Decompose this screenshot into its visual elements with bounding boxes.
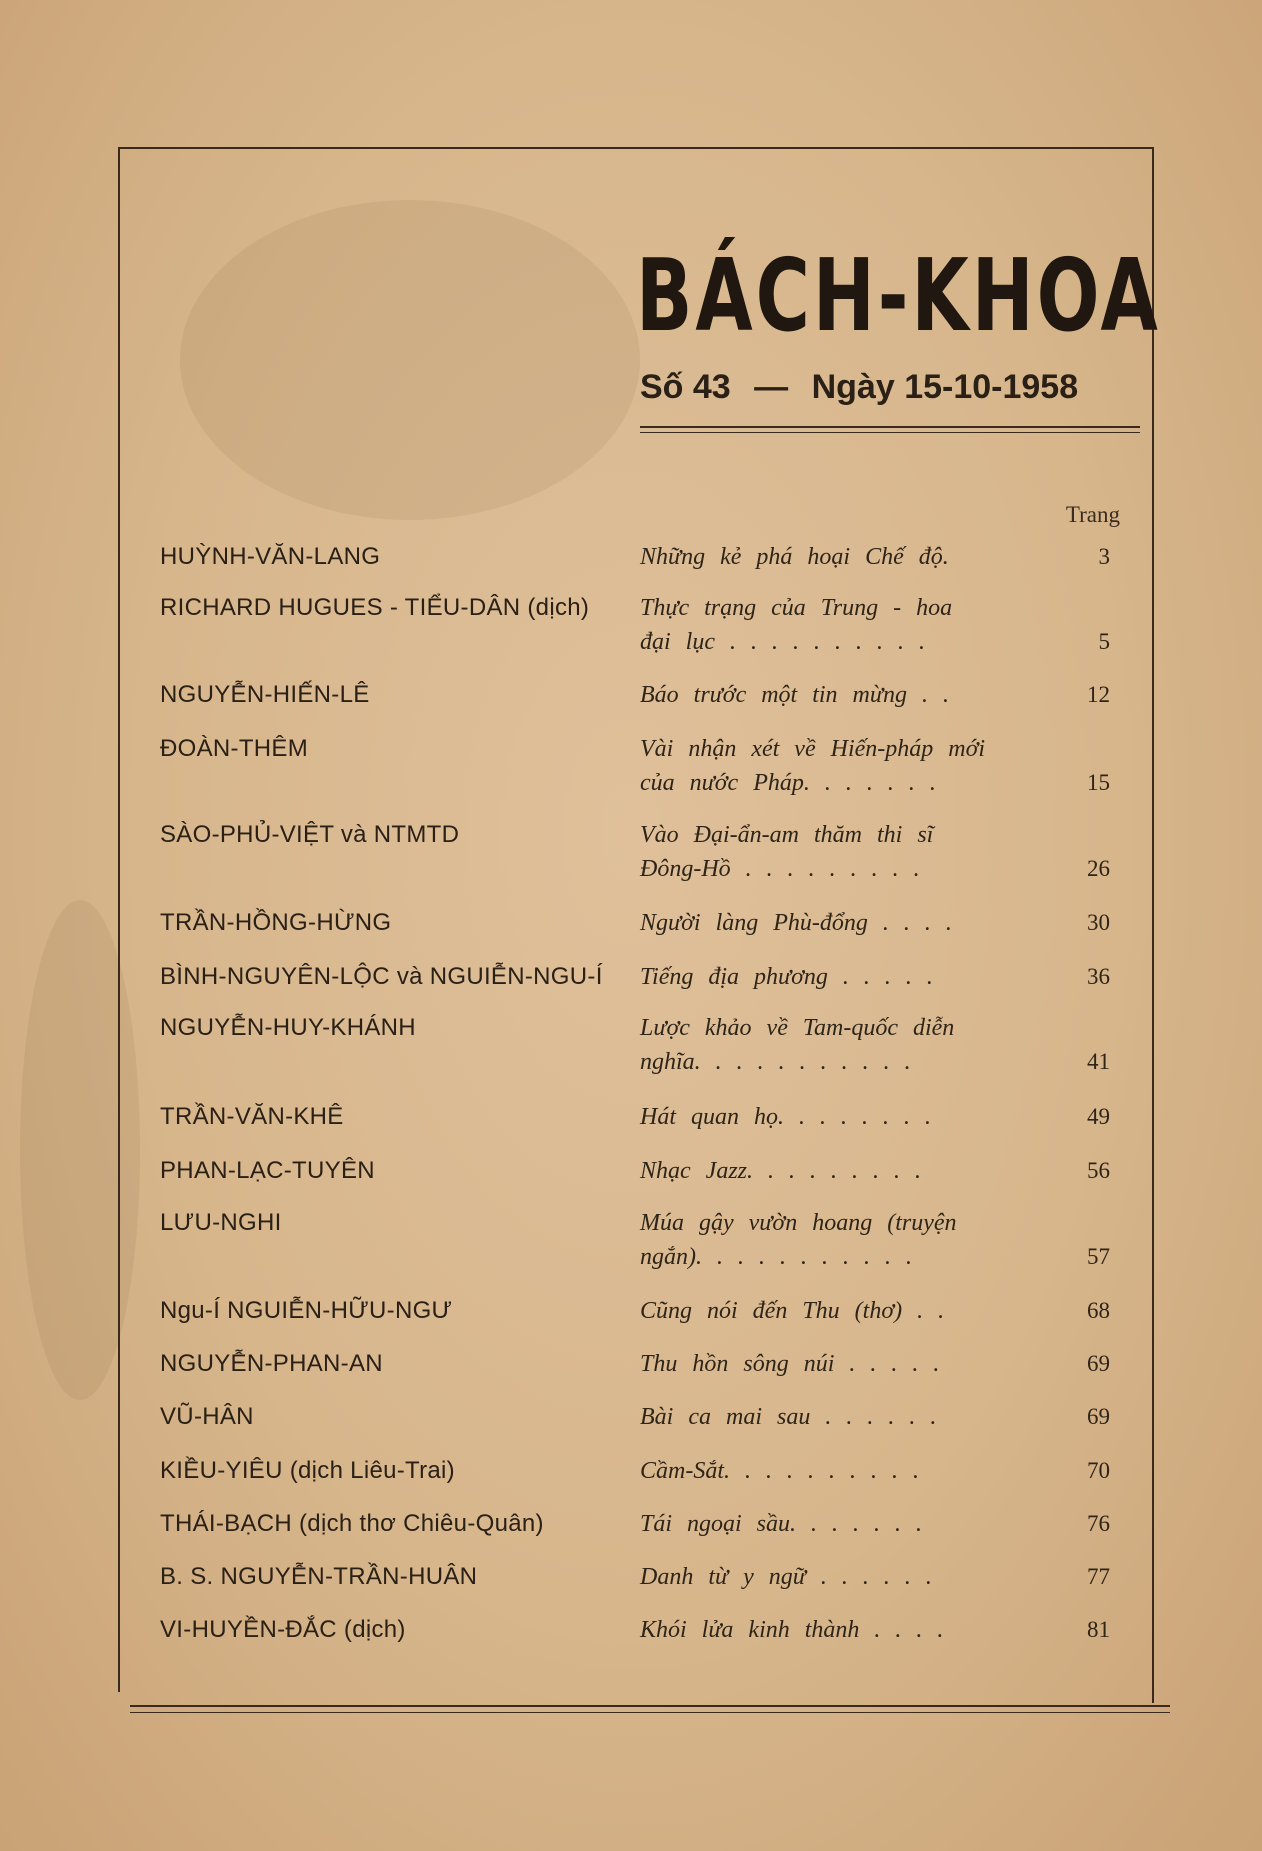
entry-page: 5 (1098, 629, 1110, 654)
masthead-title: BÁCH-KHOA (636, 237, 1161, 354)
entry-page: 56 (1087, 1158, 1110, 1183)
frame-top-rule (118, 147, 1154, 149)
entry-page: 3 (1098, 544, 1110, 569)
entry-title: Cũng nói đến Thu (thơ) . . (640, 1298, 945, 1324)
entry-author: VI-HUYỀN-ĐẮC (dịch) (160, 1616, 406, 1643)
entry-page: 77 (1087, 1564, 1110, 1589)
frame-left-rule (118, 147, 120, 1692)
entry-author: HUỲNH-VĂN-LANG (160, 543, 381, 570)
entry-title: Lược khảo về Tam-quốc diễn nghĩa. . . . . . . . . . . (640, 1015, 955, 1075)
entry-page: 12 (1087, 682, 1110, 707)
masthead-double-rule (640, 426, 1140, 433)
entry-author: PHAN-LẠC-TUYÊN (160, 1157, 375, 1184)
entry-title: Hát quan họ. . . . . . . . (640, 1104, 931, 1130)
frame-right-rule (1152, 147, 1154, 1703)
entry-author: B. S. NGUYỄN-TRẦN-HUÂN (160, 1563, 478, 1590)
entry-title: Thu hồn sông núi . . . . . (640, 1351, 940, 1377)
entry-title: Bài ca mai sau . . . . . . (640, 1404, 937, 1430)
entry-author: SÀO-PHỦ-VIỆT và NTMTD (160, 821, 460, 848)
entry-title: Tái ngoại sầu. . . . . . . (640, 1511, 923, 1537)
entry-author: RICHARD HUGUES - TIỂU-DÂN (dịch) (160, 594, 590, 621)
entry-title: Người làng Phù-đổng . . . . (640, 910, 952, 936)
entry-page: 76 (1087, 1511, 1110, 1536)
entry-page: 30 (1087, 910, 1110, 935)
entry-author: VŨ-HÂN (160, 1403, 254, 1430)
entry-title: Báo trước một tin mừng . . (640, 682, 949, 708)
entry-author: NGUYỄN-PHAN-AN (160, 1350, 383, 1377)
entry-page: 41 (1087, 1049, 1110, 1074)
entry-author: THÁI-BẠCH (dịch thơ Chiêu-Quân) (160, 1510, 544, 1537)
entry-page: 15 (1087, 770, 1110, 795)
entry-author: BÌNH-NGUYÊN-LỘC và NGUIỄN-NGU-Í (160, 963, 603, 990)
entry-title: Múa gậy vườn hoang (truyện ngắn). . . . . . . . . . . (640, 1210, 957, 1270)
page-column-label: Trang (1065, 502, 1120, 527)
entry-author: TRẦN-HỒNG-HỪNG (160, 909, 392, 936)
entry-title: Danh từ y ngữ . . . . . . (640, 1564, 932, 1590)
entry-page: 36 (1087, 964, 1110, 989)
issue-number: Số 43 (640, 368, 731, 406)
entry-page: 70 (1087, 1458, 1110, 1483)
entry-title: Vài nhận xét về Hiến-pháp mới của nước Pháp. . . . . . . (640, 736, 986, 796)
entry-page: 49 (1087, 1104, 1110, 1129)
issue-line (640, 368, 1092, 407)
entry-author: NGUYỄN-HIẾN-LÊ (160, 681, 370, 708)
entry-title: Những kẻ phá hoại Chế độ. (640, 544, 949, 570)
paper-stain (180, 200, 640, 520)
entry-title: Vào Đại-ẩn-am thăm thi sĩ Đông-Hồ . . . . . . . . . (640, 822, 934, 882)
entry-title: Cầm-Sắt. . . . . . . . . . (640, 1458, 919, 1484)
entry-author: KIỀU-YIÊU (dịch Liêu-Trai) (160, 1457, 455, 1484)
entry-page: 69 (1087, 1351, 1110, 1376)
entry-title: Khói lửa kinh thành . . . . (640, 1617, 944, 1643)
entry-author: NGUYỄN-HUY-KHÁNH (160, 1014, 416, 1041)
paper-stain (20, 900, 140, 1400)
entry-page: 69 (1087, 1404, 1110, 1429)
frame-bottom-rule (130, 1705, 1170, 1713)
entry-author: Ngu-Í NGUIỄN-HỮU-NGƯ (160, 1297, 453, 1324)
entry-title: Tiếng địa phương . . . . . (640, 964, 933, 990)
entry-page: 57 (1087, 1244, 1110, 1269)
entry-page: 26 (1087, 856, 1110, 881)
entry-author: LƯU-NGHI (160, 1209, 282, 1236)
entry-page: 81 (1087, 1617, 1110, 1642)
entry-page: 68 (1087, 1298, 1110, 1323)
entry-title: Nhạc Jazz. . . . . . . . . (640, 1158, 921, 1184)
entry-title: Thực trạng của Trung - hoa đại lục . . . . . . . . . . (640, 595, 953, 655)
issue-dash: — (754, 368, 789, 406)
entry-author: ĐOÀN-THÊM (160, 735, 309, 762)
entry-author: TRẦN-VĂN-KHÊ (160, 1103, 344, 1130)
issue-date: Ngày 15-10-1958 (811, 368, 1079, 406)
